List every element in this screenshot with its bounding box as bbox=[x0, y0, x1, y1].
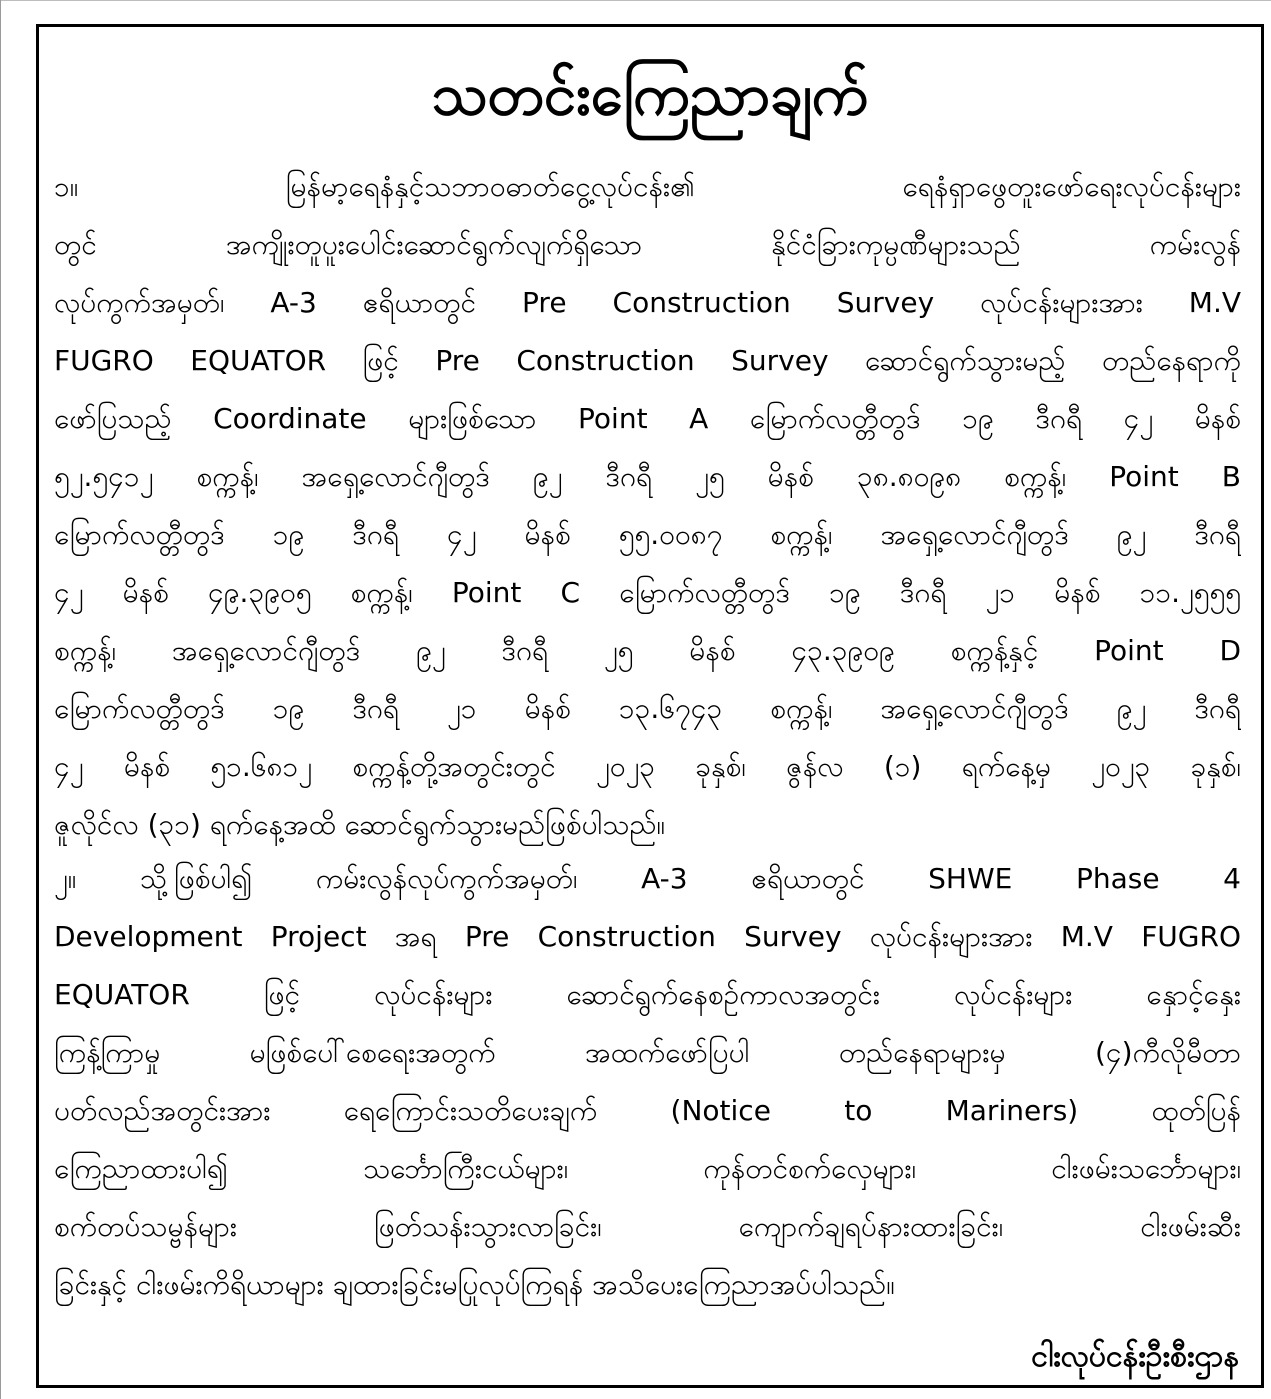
paragraph-2-line: ကြန့်ကြာမှု မဖြစ်ပေါ်စေရေးအတွက် အထက်ဖော်ပြပါ တည်နေရာများမှ (၄)ကီလိုမီတာ bbox=[54, 1036, 1241, 1069]
paragraph-1-line: ၄၂ မိနစ် ၄၉.၃၉၀၅ စက္ကန့်၊ Point C မြောက်လတ္တီတွဒ် ၁၉ ဒီဂရီ ၂၁ မိနစ် ၁၁.၂၅၅၅ bbox=[54, 576, 1241, 609]
paragraph-1-line: မြောက်လတ္တီတွဒ် ၁၉ ဒီဂရီ ၄၂ မိနစ် ၅၅.၀၀၈၇ စက္ကန့်၊ အရှေ့လောင်ဂျီတွဒ် ၉၂ ဒီဂရီ bbox=[54, 518, 1241, 551]
signature-department: ငါးလုပ်ငန်းဦးစီးဌာန bbox=[1031, 1339, 1239, 1374]
paragraph-2-line: ပတ်လည်အတွင်းအား ရေကြောင်းသတိပေးချက် (Notice to Mariners) ထုတ်ပြန် bbox=[54, 1094, 1241, 1127]
paragraph-2-line: ကြေညာထားပါ၍ သင်္ဘောကြီးငယ်များ၊ ကုန်တင်စက်လှေများ၊ ငါးဖမ်းသင်္ဘောများ၊ bbox=[54, 1152, 1241, 1185]
page-edge-top bbox=[0, 0, 1271, 1]
notice-title: သတင်းကြေညာချက် bbox=[431, 60, 869, 128]
paragraph-2-line: Development Project အရ Pre Construction Survey လုပ်ငန်းများအား M.V FUGRO bbox=[54, 920, 1241, 953]
paragraph-1-line: ဖော်ပြသည့် Coordinate များဖြစ်သော Point A မြောက်လတ္တီတွဒ် ၁၉ ဒီဂရီ ၄၂ မိနစ် bbox=[54, 402, 1241, 435]
paragraph-1-line: ၁။ မြန်မာ့ရေနံနှင့်သဘာဝဓာတ်ငွေ့လုပ်ငန်း၏ ရေနံရှာဖွေတူးဖော်ရေးလုပ်ငန်းများ bbox=[54, 170, 1241, 203]
paragraph-2-line: ခြင်းနှင့် ငါးဖမ်းကိရိယာများ ချထားခြင်းမပြုလုပ်ကြရန် အသိပေးကြေညာအပ်ပါသည်။ bbox=[54, 1268, 895, 1301]
paragraph-1-line: ဇူလိုင်လ (၃၁) ရက်နေ့အထိ ဆောင်ရွက်သွားမည်ဖြစ်ပါသည်။ bbox=[54, 808, 666, 841]
paragraph-1 bbox=[54, 158, 1241, 854]
paragraph-1-line: တွင် အကျိုးတူပူးပေါင်းဆောင်ရွက်လျက်ရှိသော နိုင်ငံခြားကုမ္ပဏီများသည် ကမ်းလွန် bbox=[54, 228, 1241, 261]
paragraph-2-line: ၂။ သို့ဖြစ်ပါ၍ ကမ်းလွန်လုပ်ကွက်အမှတ်၊ A-3 ဧရိယာတွင် SHWE Phase 4 bbox=[54, 862, 1241, 895]
paragraph-1-line: ၅၂.၅၄၁၂ စက္ကန့်၊ အရှေ့လောင်ဂျီတွဒ် ၉၂ ဒီဂရီ ၂၅ မိနစ် ၃၈.၈၀၉၈ စက္ကန့်၊ Point B bbox=[54, 460, 1241, 493]
paragraph-2-line: စက်တပ်သမ္ဗန်များ ဖြတ်သန်းသွားလာခြင်း၊ ကျောက်ချရပ်နားထားခြင်း၊ ငါးဖမ်းဆီး bbox=[54, 1210, 1241, 1243]
paragraph-2-line: EQUATOR ဖြင့် လုပ်ငန်းများ ဆောင်ရွက်နေစဉ်ကာလအတွင်း လုပ်ငန်းများ နှောင့်နှေး bbox=[54, 978, 1241, 1011]
paragraph-1-line: မြောက်လတ္တီတွဒ် ၁၉ ဒီဂရီ ၂၁ မိနစ် ၁၃.၆၇၄၃ စက္ကန့်၊ အရှေ့လောင်ဂျီတွဒ် ၉၂ ဒီဂရီ bbox=[54, 692, 1241, 725]
page-edge-left bbox=[0, 0, 1, 1399]
paragraph-2 bbox=[54, 850, 1241, 1314]
paragraph-1-line: စက္ကန့်၊ အရှေ့လောင်ဂျီတွဒ် ၉၂ ဒီဂရီ ၂၅ မိနစ် ၄၃.၃၉၀၉ စက္ကန့်နှင့် Point D bbox=[54, 634, 1241, 667]
paragraph-1-line: FUGRO EQUATOR ဖြင့် Pre Construction Survey ဆောင်ရွက်သွားမည့် တည်နေရာကို bbox=[54, 344, 1241, 377]
paragraph-1-line: လုပ်ကွက်အမှတ်၊ A-3 ဧရိယာတွင် Pre Construction Survey လုပ်ငန်းများအား M.V bbox=[54, 286, 1241, 319]
paragraph-1-line: ၄၂ မိနစ် ၅၁.၆၈၁၂ စက္ကန့်တို့အတွင်းတွင် ၂၀၂၃ ခုနှစ်၊ ဇွန်လ (၁) ရက်နေ့မှ ၂၀၂၃ ခုနှစ်၊ bbox=[54, 750, 1241, 783]
